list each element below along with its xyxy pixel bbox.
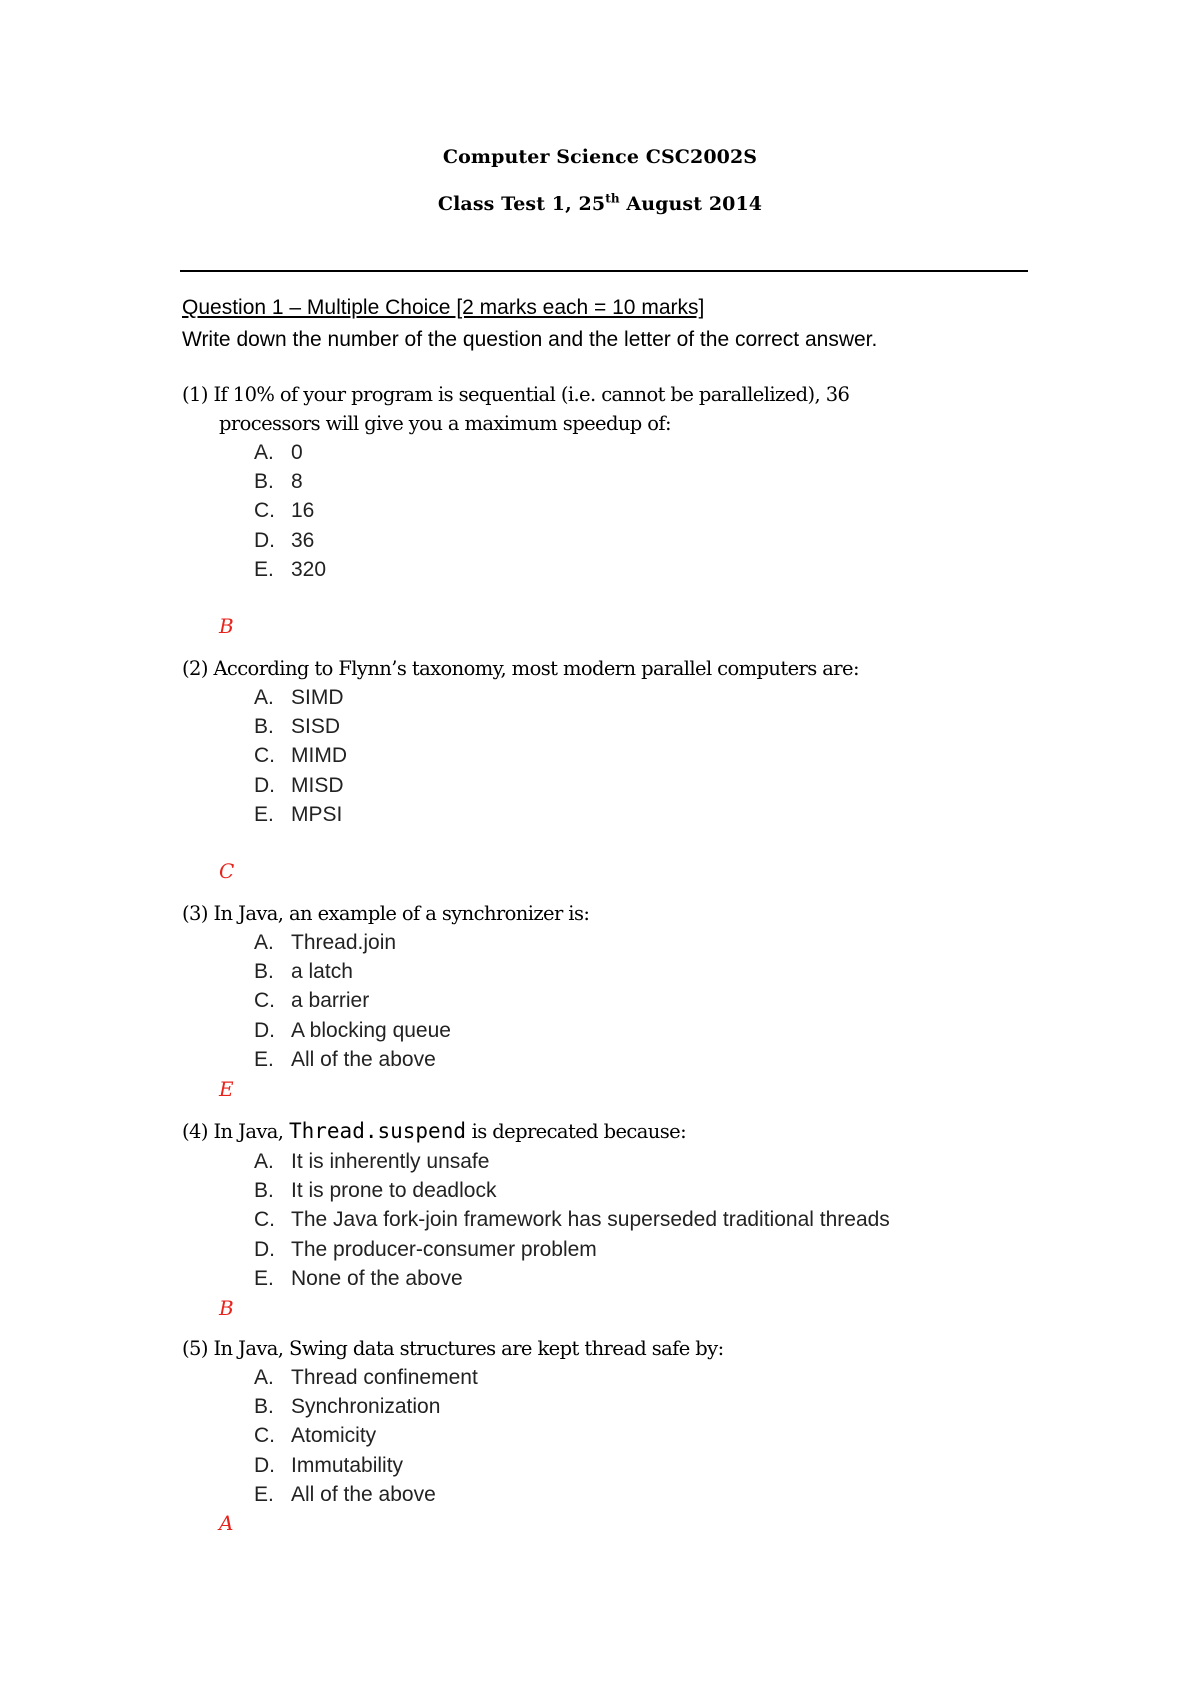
question-5-options xyxy=(254,1363,478,1509)
option-letter: E. xyxy=(254,1266,274,1290)
option-letter: D. xyxy=(254,773,275,797)
option-letter: C. xyxy=(254,989,275,1013)
option-b xyxy=(254,712,347,741)
option-a xyxy=(254,438,326,467)
question-text: In Java, xyxy=(213,1120,289,1143)
question-code: Thread.suspend xyxy=(288,1119,466,1143)
option-a xyxy=(254,683,347,712)
option-text: a barrier xyxy=(291,989,370,1013)
answer-2: C xyxy=(219,859,235,883)
option-text: 320 xyxy=(291,557,327,581)
question-4 xyxy=(182,1117,686,1146)
question-text: In Java, an example of a synchronizer is: xyxy=(213,902,590,925)
test-title xyxy=(0,193,1200,215)
option-letter: B. xyxy=(254,960,274,984)
option-c xyxy=(254,1421,478,1450)
option-d xyxy=(254,1451,478,1480)
option-letter: B. xyxy=(254,470,274,494)
answer-3: E xyxy=(219,1077,234,1101)
answer-4: B xyxy=(219,1296,234,1320)
question-number: (5) xyxy=(182,1337,208,1360)
header-divider xyxy=(180,270,1028,272)
option-text: SIMD xyxy=(291,686,344,709)
option-a xyxy=(254,1363,478,1392)
option-text: 8 xyxy=(291,470,303,494)
option-letter: D. xyxy=(254,1453,275,1477)
option-e xyxy=(254,800,347,829)
option-text: MPSI xyxy=(291,802,343,826)
option-text: a latch xyxy=(291,960,353,984)
option-text: MIMD xyxy=(291,744,347,768)
question-text: In Java, Swing data structures are kept thread safe by: xyxy=(213,1337,724,1360)
answer-5: A xyxy=(219,1511,234,1535)
option-e xyxy=(254,1264,890,1293)
option-letter: D. xyxy=(254,528,275,552)
option-text: All of the above xyxy=(291,1047,436,1071)
option-b xyxy=(254,1176,890,1205)
option-c xyxy=(254,986,451,1015)
option-b xyxy=(254,957,451,986)
option-text: MISD xyxy=(291,773,344,797)
option-e xyxy=(254,1045,451,1074)
test-title-prefix: Class Test 1, 25 xyxy=(437,193,606,215)
option-d xyxy=(254,1016,451,1045)
option-letter: B. xyxy=(254,1395,274,1419)
question-1 xyxy=(182,380,849,438)
option-letter: E. xyxy=(254,1047,274,1071)
course-title: Computer Science CSC2002S xyxy=(442,146,758,168)
option-text: 0 xyxy=(291,441,303,464)
option-text: All of the above xyxy=(291,1482,436,1506)
option-text: Thread.join xyxy=(291,931,397,954)
option-d xyxy=(254,526,326,555)
option-c xyxy=(254,741,347,770)
question-text-continued: processors will give you a maximum speedup of: xyxy=(219,412,672,435)
option-b xyxy=(254,1392,478,1421)
option-e xyxy=(254,1480,478,1509)
question-number: (3) xyxy=(182,902,208,925)
option-a xyxy=(254,928,451,957)
option-text: A blocking queue xyxy=(291,1018,451,1042)
option-d xyxy=(254,1235,890,1264)
option-text: The Java fork-join framework has superseded traditional threads xyxy=(291,1208,890,1232)
option-letter: E. xyxy=(254,802,274,826)
option-text: SISD xyxy=(291,715,341,739)
option-c xyxy=(254,1205,890,1234)
option-letter: C. xyxy=(254,1208,275,1232)
option-text: None of the above xyxy=(291,1266,463,1290)
option-letter: A. xyxy=(254,686,274,709)
option-e xyxy=(254,555,326,584)
option-text: It is prone to deadlock xyxy=(291,1179,497,1203)
option-text: Atomicity xyxy=(291,1424,377,1448)
question-2 xyxy=(182,654,859,683)
option-text: Synchronization xyxy=(291,1395,441,1419)
option-letter: C. xyxy=(254,1424,275,1448)
option-letter: A. xyxy=(254,441,274,464)
question-4-options xyxy=(254,1147,890,1293)
question-number: (2) xyxy=(182,657,208,680)
option-letter: A. xyxy=(254,1366,274,1389)
question-1-options xyxy=(254,438,326,584)
option-letter: C. xyxy=(254,744,275,768)
question-text: If 10% of your program is sequential (i.e. cannot be parallelized), 36 xyxy=(213,383,850,406)
question-5 xyxy=(182,1334,724,1363)
option-d xyxy=(254,771,347,800)
option-letter: A. xyxy=(254,931,274,954)
option-text: 36 xyxy=(291,528,315,552)
option-a xyxy=(254,1147,890,1176)
option-letter: A. xyxy=(254,1150,274,1173)
question-text: According to Flynn’s taxonomy, most modern parallel computers are: xyxy=(213,657,859,680)
question-2-options xyxy=(254,683,347,829)
option-letter: D. xyxy=(254,1237,275,1261)
option-text: Thread confinement xyxy=(291,1366,478,1389)
option-text: Immutability xyxy=(291,1453,404,1477)
question-3 xyxy=(182,899,589,928)
option-letter: B. xyxy=(254,715,274,739)
question-number: (4) xyxy=(182,1120,208,1143)
option-c xyxy=(254,496,326,525)
option-text: The producer-consumer problem xyxy=(291,1237,597,1261)
question-number: (1) xyxy=(182,383,208,406)
answer-1: B xyxy=(219,614,234,638)
option-letter: D. xyxy=(254,1018,275,1042)
section-instruction: Write down the number of the question and the letter of the correct answer. xyxy=(182,328,878,351)
test-title-superscript: th xyxy=(605,191,620,206)
test-title-suffix: August 2014 xyxy=(619,193,763,215)
option-letter: E. xyxy=(254,1482,274,1506)
option-letter: C. xyxy=(254,499,275,523)
option-text: It is inherently unsafe xyxy=(291,1150,490,1173)
option-letter: E. xyxy=(254,557,274,581)
option-b xyxy=(254,467,326,496)
option-letter: B. xyxy=(254,1179,274,1203)
question-3-options xyxy=(254,928,451,1074)
section-heading: Question 1 – Multiple Choice [2 marks each = 10 marks] xyxy=(182,296,705,319)
option-text: 16 xyxy=(291,499,315,523)
question-text-suffix: is deprecated because: xyxy=(466,1120,687,1143)
